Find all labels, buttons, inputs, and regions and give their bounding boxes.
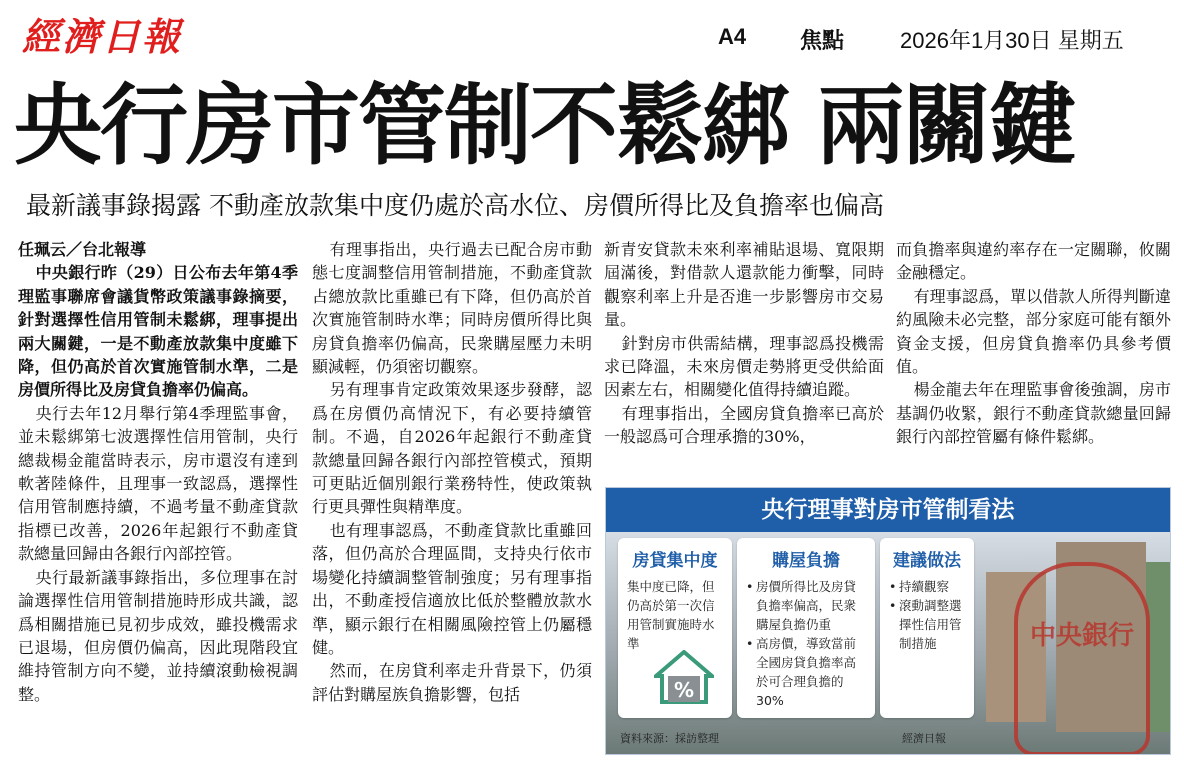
house-percent-icon [654, 650, 714, 704]
article-column-2 [312, 238, 592, 706]
paragraph: 央行去年12月舉行第4季理監事會，並未鬆綁第七波選擇性信用管制，央行總裁楊金龍當時表示，房市還沒有達到軟著陸條件，且理事一致認爲，選擇性信用管制應持續，不過考量不動產貸款指標已改善，2026年起銀行不動產貸款總量回歸由各銀行內部控管。 [18, 403, 298, 564]
card-purchase-burden [737, 538, 875, 718]
paragraph: 楊金龍去年在理監事會後強調，房市基調仍收緊，銀行不動產貸款總量回歸銀行內部控管屬有條件鬆綁。 [896, 380, 1171, 447]
paragraph: 另有理事肯定政策效果逐步發酵，認爲在房價仍高情況下，有必要持續管制。不過，自2026年起銀行不動產貸款總量回歸各銀行內部控管模式，預期可更貼近個別銀行業務特性，使政策執行更具彈性與精準度。 [312, 380, 592, 517]
infographic [605, 487, 1171, 755]
card-recommendation [880, 538, 974, 718]
card-bullet: • 高房價，導致當前全國房貸負擔率高於可合理負擔的30% [746, 634, 866, 710]
card-bullet: • 持續觀察 [889, 577, 965, 596]
subheadline: 最新議事錄揭露 不動產放款集中度仍處於高水位、房價所得比及負擔率也偏高 [26, 191, 884, 220]
paragraph: 有理事指出，央行過去已配合房市動態七度調整信用管制措施，不動產貸款占總放款比重雖已有下降，但仍高於首次實施管制時水準；同時房價所得比與房貸負擔率仍偏高，民衆購屋壓力未明顯減輕，仍須密切觀察。 [312, 240, 592, 377]
dateline: 2026年1月30日 星期五 [900, 28, 1124, 53]
paragraph: 中央銀行昨（29）日公布去年第4季理監事聯席會議貨幣政策議事錄摘要，針對選擇性信用管制未鬆綁，理事提出兩大關鍵，一是不動產放款集中度雖下降，但仍高於首次實施管制水準，二是房價所得比及房貸負擔率仍偏高。 [18, 263, 298, 400]
article-column-1 [18, 238, 298, 706]
article-column-4 [896, 238, 1171, 449]
central-bank-sign: 中央銀行 [1014, 562, 1150, 755]
paragraph: 也有理事認爲，不動產貸款比重雖回落，但仍高於合理區間，支持央行依市場變化持續調整管制強度；另有理事指出，不動產授信適放比低於整體放款水準，顯示銀行在相關風險控管上仍屬穩健。 [312, 520, 592, 657]
card-title: 房貸集中度 [632, 551, 718, 571]
paragraph: 有理事認爲，單以借款人所得判斷違約風險未必完整，部分家庭可能有額外資金支援，但房貸負擔率仍具參考價值。 [896, 286, 1171, 377]
card-bullet: • 房價所得比及房貸負擔率偏高，民衆購屋負擔仍重 [746, 577, 866, 634]
page-number: A4 [718, 24, 747, 49]
section-name: 焦點 [800, 28, 845, 53]
paragraph: 新青安貸款未來利率補貼退場、寬限期屆滿後，對借款人還款能力衝擊，同時觀察利率上升是否進一步影響房市交易量。 [604, 240, 884, 330]
card-text: 集中度已降，但仍高於第一次信用管制實施時水準 [627, 579, 715, 651]
publisher-logo: 經濟日報 [902, 732, 946, 745]
paragraph: 有理事指出，全國房貸負擔率已高於一般認爲可合理承擔的30%， [604, 403, 884, 447]
article-column-3 [604, 238, 884, 449]
card-title: 購屋負擔 [772, 551, 840, 571]
infographic-title: 央行理事對房市管制看法 [606, 488, 1170, 532]
card-bullet: • 滾動調整選擇性信用管制措施 [889, 596, 965, 653]
house-symbol: % [673, 678, 695, 702]
paragraph: 而負擔率與違約率存在一定關聯，攸關金融穩定。 [896, 240, 1171, 283]
paragraph: 央行最新議事錄指出，多位理事在討論選擇性信用管制措施時形成共識，認爲相關措施已見初步成效，雖投機需求已退場，但房價仍偏高，因此現階段宜維持管制方向不變，並持續滾動檢視調整。 [18, 567, 298, 704]
headline: 央行房市管制不鬆綁 兩關鍵 [14, 74, 1075, 177]
masthead-logo: 經濟日報 [22, 14, 183, 59]
source-note: 資料來源：採訪整理 [620, 732, 719, 745]
paragraph: 然而，在房貸利率走升背景下，仍須評估對購屋族負擔影響，包括 [312, 661, 592, 704]
paragraph: 針對房市供需結構，理事認爲投機需求已降溫，未來房價走勢將更受供給面因素左右，相關變化值得持續追蹤。 [604, 333, 884, 400]
byline: 任珮云／台北報導 [18, 240, 147, 259]
card-mortgage-concentration [618, 538, 732, 718]
card-title: 建議做法 [893, 551, 961, 571]
